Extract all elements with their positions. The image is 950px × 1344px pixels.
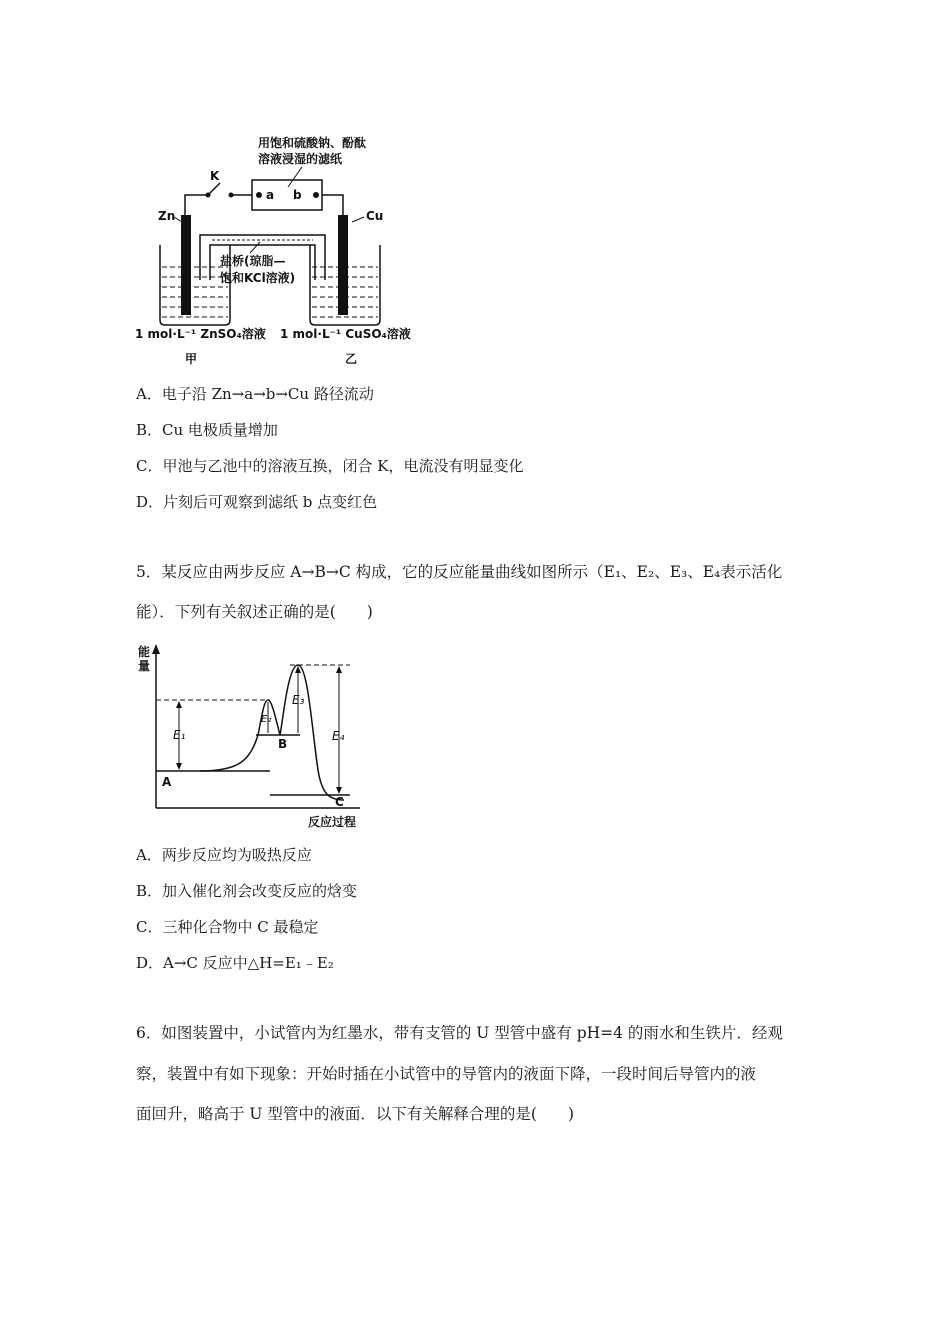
q4-option-a: A．电子沿 Zn→a→b→Cu 路径流动: [136, 385, 374, 403]
left-solution-lines: [162, 267, 228, 317]
label-e1: E₁: [173, 728, 186, 742]
q4-option-d: D．片刻后可观察到滤纸 b 点变红色: [136, 493, 378, 511]
label-c: C: [335, 795, 344, 809]
galvanic-cell-figure: [130, 125, 420, 370]
zn-electrode: [181, 215, 191, 315]
cu-label: Cu: [366, 209, 384, 223]
left-solution-label: 1 mol·L⁻¹ ZnSO₄溶液: [135, 327, 266, 341]
point-b-dot: [313, 192, 319, 198]
right-cell-label: 乙: [345, 352, 358, 366]
q5-option-a: A．两步反应均为吸热反应: [136, 846, 312, 864]
energy-diagram: [130, 640, 370, 835]
q4-option-c: C．甲池与乙池中的溶液互换，闭合 K，电流没有明显变化: [136, 457, 524, 475]
label-e4: E₄: [332, 729, 345, 743]
energy-axis-label-1: 能: [138, 645, 151, 659]
q5-stem-line1: 5．某反应由两步反应 A→B→C 构成，它的反应能量曲线如图所示（E₁、E₂、E₃、E₄表示活化: [136, 563, 783, 581]
point-a-label: a: [266, 188, 275, 202]
salt-bridge-label-line1: 盐桥(琼脂—: [220, 254, 286, 268]
q5-option-b: B．加入催化剂会改变反应的焓变: [136, 882, 358, 900]
point-b-label: b: [293, 188, 302, 202]
q5-option-d: D．A→C 反应中△H=E₁﹣E₂: [136, 954, 334, 972]
switch-label: K: [210, 169, 220, 183]
right-solution-label: 1 mol·L⁻¹ CuSO₄溶液: [280, 327, 411, 341]
left-wire: [185, 195, 206, 215]
label-e3: E₃: [292, 693, 305, 707]
zn-label: Zn: [158, 209, 176, 223]
energy-axis-label-2: 量: [138, 659, 151, 673]
energy-curve: [200, 665, 344, 800]
q6-stem-line1: 6．如图装置中，小试管内为红墨水，带有支管的 U 型管中盛有 pH=4 的雨水和生铁片．经观: [136, 1024, 783, 1042]
x-axis-label: 反应过程: [308, 815, 357, 829]
filter-paper-label-line2: 溶液浸湿的滤纸: [258, 152, 343, 166]
q4-option-b: B．Cu 电极质量增加: [136, 421, 278, 439]
q6-stem-line3: 面回升，略高于 U 型管中的液面．以下有关解释合理的是( ): [136, 1105, 575, 1123]
label-e2: E₂: [261, 714, 272, 725]
q5-stem-line2: 能）．下列有关叙述正确的是( ): [136, 603, 373, 621]
right-wire: [322, 195, 343, 215]
cu-electrode: [338, 215, 348, 315]
filter-paper-pointer: [288, 167, 302, 187]
filter-paper: [252, 180, 322, 210]
switch-k: [208, 183, 220, 195]
salt-bridge-label-line2: 饱和KCl溶液): [220, 271, 296, 285]
q6-stem-line2: 察，装置中有如下现象：开始时插在小试管中的导管内的液面下降，一段时间后导管内的液: [136, 1065, 757, 1083]
label-b: B: [278, 737, 288, 751]
point-a-dot: [256, 192, 262, 198]
label-a: A: [162, 775, 172, 789]
filter-paper-label-line1: 用饱和硫酸钠、酚酞: [258, 136, 367, 150]
left-cell-label: 甲: [185, 352, 198, 366]
q5-option-c: C．三种化合物中 C 最稳定: [136, 918, 319, 936]
